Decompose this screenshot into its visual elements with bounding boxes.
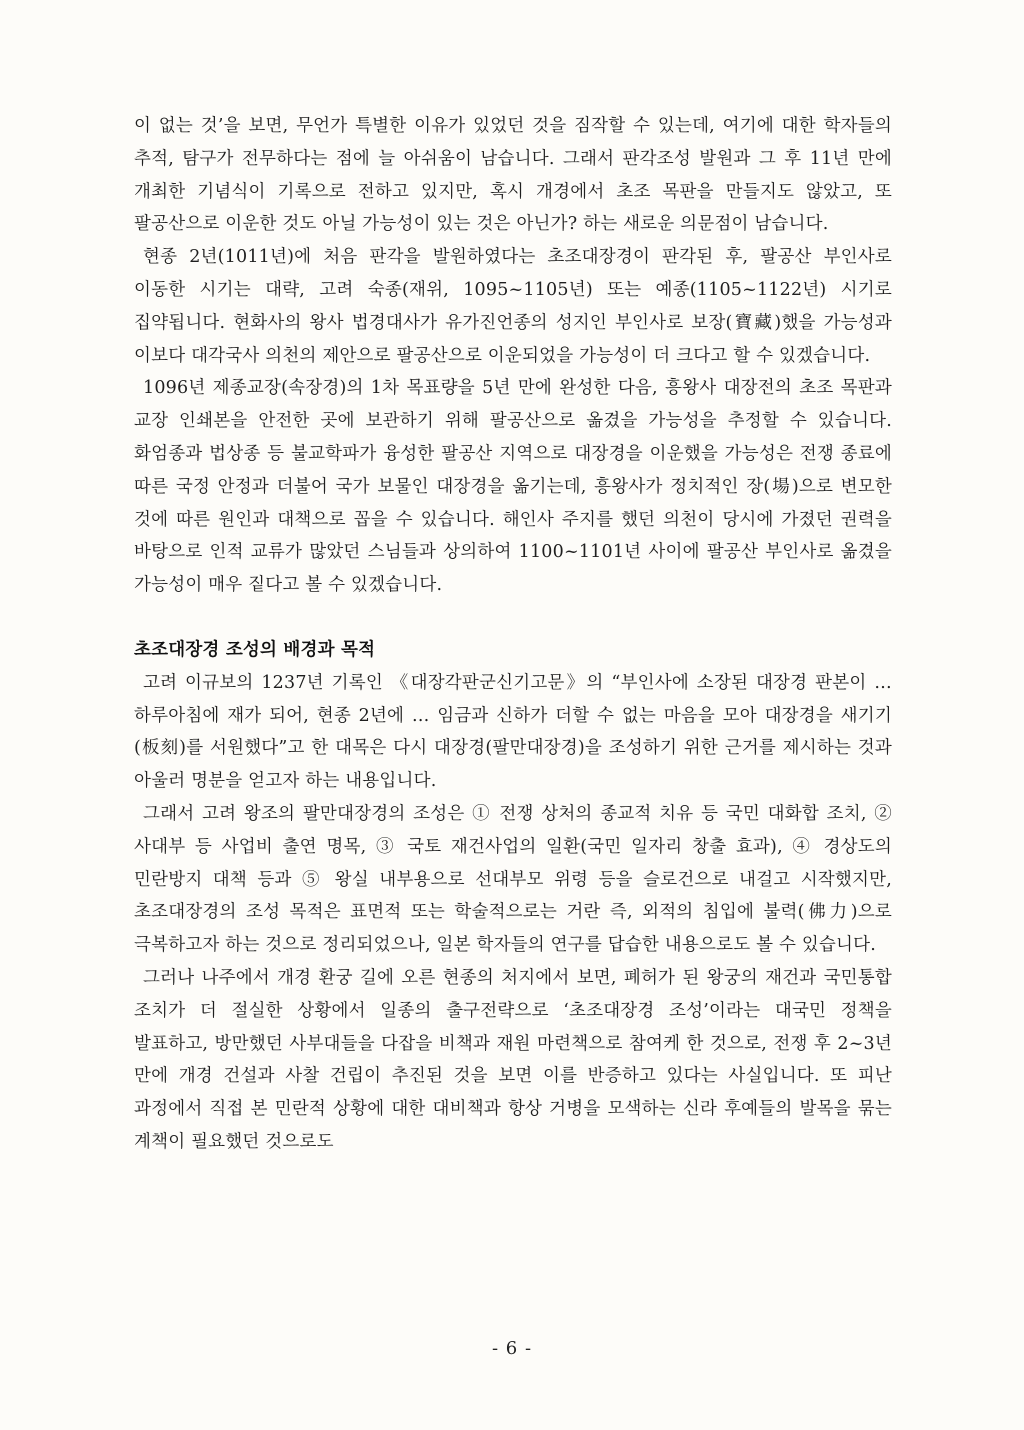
- page-number: - 6 -: [491, 1338, 533, 1359]
- paragraph-1: 이 없는 것’을 보면, 무언가 특별한 이유가 있었던 것을 짐작할 수 있는데, 여기에 대한 학자들의 추적, 탐구가 전무하다는 점에 늘 아쉬움이 남습니다. 그래서 판각조성 발원과 그 후 11년 만에 개최한 기념식이 기록으로 전하고 있지만, 혹시 개경에서 초조 목판을 만들지도 않았고, 또 팔공산으로 이운한 것도 아닐 가능성이 있는 것은 아닌가? 하는 새로운 의문점이 남습니다.: [134, 116, 892, 235]
- paragraph-2: 현종 2년(1011년)에 처음 판각을 발원하였다는 초조대장경이 판각된 후, 팔공산 부인사로 이동한 시기는 대략, 고려 숙종(재위, 1095~1105년) 또는 예종(1105~1122년) 시기로 집약됩니다. 현화사의 왕사 법경대사가 유가진언종의 성지인 부인사로 보장(寶藏)했을 가능성과 이보다 대각국사 의천의 제안으로 팔공산으로 이운되었을 가능성이 더 크다고 할 수 있겠습니다.: [134, 247, 892, 366]
- paragraph-6: 그러나 나주에서 개경 환궁 길에 오른 현종의 처지에서 보면, 폐허가 된 왕궁의 재건과 국민통합 조치가 더 절실한 상황에서 일종의 출구전략으로 ‘초조대장경 조성’이라는 대국민 정책을 발표하고, 방만했던 사부대들을 다잡을 비책과 재원 마련책으로 참여케 한 것으로, 전쟁 후 2~3년 만에 개경 건설과 사찰 건립이 추진된 것을 보면 이를 반증하고 있다는 사실입니다. 또 피난 과정에서 직접 본 민란적 상황에 대한 대비책과 항상 거병을 모색하는 신라 후예들의 발목을 묶는 계책이 필요했던 것으로도: [134, 967, 892, 1152]
- paragraph-5: 그래서 고려 왕조의 팔만대장경의 조성은 ① 전쟁 상처의 종교적 치유 등 국민 대화합 조치, ② 사대부 등 사업비 출연 명목, ③ 국토 재건사업의 일환(국민 일자리 창출 효과), ④ 경상도의 민란방지 대책 등과 ⑤ 왕실 내부용으로 선대부모 위령 등을 슬로건으로 내걸고 시작했지만, 초조대장경의 조성 목적은 표면적 또는 학술적으로는 거란 즉, 외적의 침입에 불력(佛力)으로 극복하고자 하는 것으로 정리되었으나, 일본 학자들의 연구를 답습한 내용으로도 볼 수 있습니다.: [134, 803, 892, 956]
- paragraph-3: 1096년 제종교장(속장경)의 1차 목표량을 5년 만에 완성한 다음, 흥왕사 대장전의 초조 목판과 교장 인쇄본을 안전한 곳에 보관하기 위해 팔공산으로 옮겼을 가능성을 추정할 수 있습니다. 화엄종과 법상종 등 불교학파가 융성한 팔공산 지역으로 대장경을 이운했을 가능성은 전쟁 종료에 따른 국정 안정과 더불어 국가 보물인 대장경을 옮기는데, 흥왕사가 정치적인 장(場)으로 변모한 것에 따른 원인과 대책으로 꼽을 수 있습니다. 해인사 주지를 했던 의천이 당시에 가졌던 권력을 바탕으로 인적 교류가 많았던 스님들과 상의하여 1100~1101년 사이에 팔공산 부인사로 옮겼을 가능성이 매우 짙다고 볼 수 있겠습니다.: [134, 378, 892, 596]
- paragraph-4: 고려 이규보의 1237년 기록인 《대장각판군신기고문》의 “부인사에 소장된 대장경 판본이 … 하루아침에 재가 되어, 현종 2년에 … 임금과 신하가 더할 수 없는 마음을 모아 대장경을 새기기(板刻)를 서원했다”고 한 대목은 다시 대장경(팔만대장경)을 조성하기 위한 근거를 제시하는 것과 아울러 명분을 얻고자 하는 내용입니다.: [134, 672, 892, 792]
- section-heading: 초조대장경 조성의 배경과 목적: [134, 639, 376, 660]
- document-body: [134, 110, 892, 1159]
